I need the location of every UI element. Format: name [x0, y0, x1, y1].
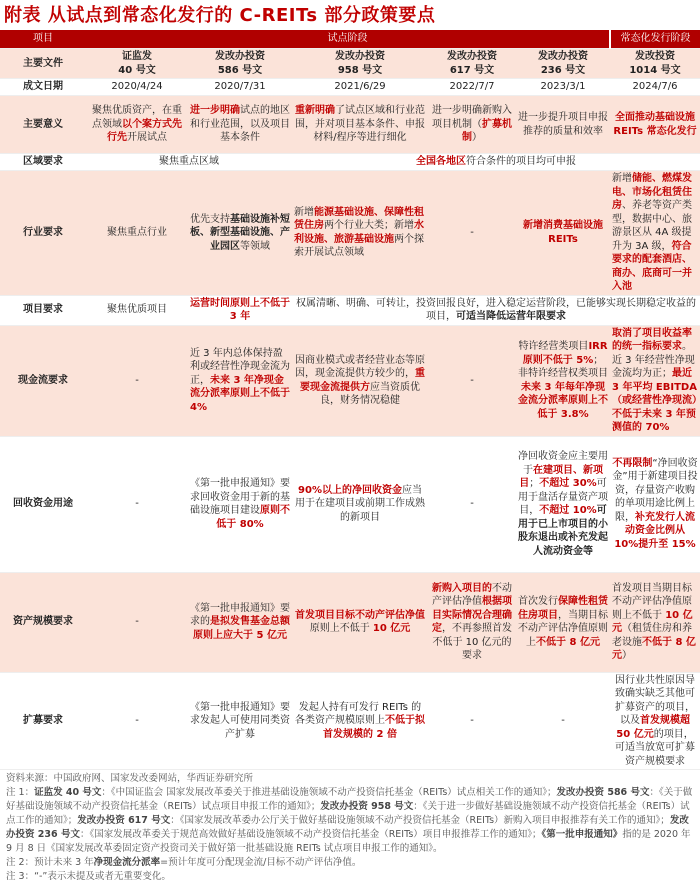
- cell-cashflow-5: 特许经营类项目IRR 原则不低于 5%；非特许经营权类项目未来 3 年每年净现金流分派率原则上不低于 3.8%: [516, 325, 610, 436]
- cell-project-3: 权属清晰、明确、可转让，投资回报良好，进入稳定运营阶段，已能够实现长期稳定收益的项目，可适当降低运营年限要求: [292, 295, 700, 325]
- cell-expand-2: 《第一批申报通知》要求发起人可使用同类资产扩募: [188, 672, 292, 770]
- row-label: 主要文件: [0, 49, 86, 79]
- cell-project-2: 运营时间原则上不低于 3 年: [188, 295, 292, 325]
- cell-scale-3: 首发项目目标不动产评估净值原则上不低于 10 亿元: [292, 572, 428, 672]
- cell-industry-5: 新增消费基础设施 REITs: [516, 171, 610, 296]
- cell-cashflow-6: 取消了项目收益率的统一指标要求。近 3 年经营性净现金流均为正；最近 3 年平均 EBITDA（或经营性净现流）不低于未来 3 年预测值的 70%: [610, 325, 700, 436]
- page-title: 附表 从试点到常态化发行的 C-REITs 部分政策要点: [4, 5, 436, 26]
- cell-proceeds-6: 不再限制“净回收资金”用于新建项目投资，存量资产收购的单项用途比例上限，补充发行人流动资金比例从 10%提升至 15%: [610, 436, 700, 572]
- cell-meaning-3: 重新明确了试点区域和行业范围，并对项目基本条件、申报材料/程序等进行细化: [292, 96, 428, 154]
- cell-date: 2021/6/29: [292, 79, 428, 96]
- cell-cashflow-3: 因商业模式或者经营业态等原因，现金流提供方较少的，重要现金流提供方应当资质优良，财务情况稳健: [292, 325, 428, 436]
- row-label: 回收资金用途: [0, 436, 86, 572]
- header-item: 项目: [0, 30, 86, 49]
- cell-cashflow-1: -: [86, 325, 188, 436]
- source-note: 资料来源：中国政府网、国家发改委网站，华西证券研究所: [6, 773, 254, 784]
- cell-scale-5: 首次发行保障性租赁住房项目，当期目标不动产评估净值原则上不低于 8 亿元: [516, 572, 610, 672]
- cell-proceeds-4: -: [428, 436, 516, 572]
- cell-date: 2022/7/7: [428, 79, 516, 96]
- row-asset-scale: [0, 572, 700, 672]
- row-label: 主要意义: [0, 96, 86, 154]
- row-label: 成文日期: [0, 79, 86, 96]
- cell-industry-4: -: [428, 171, 516, 296]
- row-label: 行业要求: [0, 171, 86, 296]
- cell-region-early: 聚焦重点区域: [86, 154, 292, 171]
- cell-expand-4: -: [428, 672, 516, 770]
- cell-industry-2: 优先支持基础设施补短板、新型基础设施、产业园区等领域: [188, 171, 292, 296]
- cell-cashflow-2: 近 3 年内总体保持盈利或经营性净现金流为正，未来 3 年净现金流分派率原则上不低于 4%: [188, 325, 292, 436]
- row-project: [0, 295, 700, 325]
- cell-scale-6: 首发项目当期目标不动产评估净值原则上不低于 10 亿元（租赁住房和养老设施不低于 8 亿元）: [610, 572, 700, 672]
- row-label: 现金流要求: [0, 325, 86, 436]
- cell-scale-2: 《第一批申报通知》要求的是拟发售基金总额原则上应大于 5 亿元: [188, 572, 292, 672]
- cell-expand-5: -: [516, 672, 610, 770]
- note-2: 注 2：预计未来 3 年净现金流分派率=预计年度可分配现金流/目标不动产评估净值。: [6, 857, 362, 868]
- cell-expand-3: 发起人持有可发行 REITs 的各类资产规模原则上不低于拟首发规模的 2 倍: [292, 672, 428, 770]
- note-3: 注 3：“-”表示未提及或者无重要变化。: [6, 871, 171, 882]
- row-industry: [0, 171, 700, 296]
- cell-date: 2020/4/24: [86, 79, 188, 96]
- cell-meaning-6: 全面推动基础设施 REITs 常态化发行: [610, 96, 700, 154]
- row-proceeds-use: [0, 436, 700, 572]
- cell-doc-1014: 发改投资 1014 号文: [610, 49, 700, 79]
- row-label: 区域要求: [0, 154, 86, 171]
- cell-cashflow-4: -: [428, 325, 516, 436]
- row-cashflow: [0, 325, 700, 436]
- footnotes: [0, 770, 700, 884]
- policy-table: [0, 30, 700, 770]
- row-expansion: [0, 672, 700, 770]
- cell-proceeds-5: 净回收资金应主要用于在建项目、新项目；不超过 30%可用于盘活存量资产项目，不超过 10%可用于已上市项目的小股东退出或补充发起人流动资金等: [516, 436, 610, 572]
- note-1: 注 1：证监发 40 号文：《中国证监会 国家发展改革委关于推进基础设施领域不动产投资信托基金（REITs）试点相关工作的通知》；发改办投资 586 号文：《关于做好基础设施领域不动产投资信托基金（REITs）试点项目申报工作的通知》；发改办投资 958 号文：《关于进一步做好基础设施领域不动产投资信托基金（REITs）试点工作的通知》；发改办投资 617 号文：《国家发展改革委办公厅关于做好基础设施领域不动产投资信托基金（REITs）新购入项目申报推荐有关工作的通知》；发改办投资 236 号文：《国家发展改革委关于规范高效做好基础设施领域不动产投资信托基金（REITs）项目申报推荐工作的通知》；《第一批申报通知》指的是 2020 年 9 月 8 日《国家发展改革委固定资产投资司关于做好第一批基础设施 REITs 试点项目申报工作的通知》。: [6, 787, 693, 854]
- cell-scale-4: 新购入项目的不动产评估净值根据项目实际情况合理确定，不再参照首发不低于 10 亿元的要求: [428, 572, 516, 672]
- row-label: 项目要求: [0, 295, 86, 325]
- cell-industry-3: 新增能源基础设施、保障性租赁住房两个行业大类；新增水利设施、旅游基础设施两个探索开展试点领域: [292, 171, 428, 296]
- cell-meaning-4: 进一步明确新购入项目机制（扩募机制）: [428, 96, 516, 154]
- header-pilot-stage: 试点阶段: [86, 30, 610, 49]
- row-significance: [0, 96, 700, 154]
- cell-region-later: 全国各地区符合条件的项目均可申报: [292, 154, 700, 171]
- cell-project-1: 聚焦优质项目: [86, 295, 188, 325]
- row-main-documents: [0, 49, 700, 79]
- cell-expand-6: 因行业共性原因导致确实缺乏其他可扩募资产的项目，以及首发规模超 50 亿元的项目，可适当放宽可扩募资产规模要求: [610, 672, 700, 770]
- row-date: [0, 79, 700, 96]
- cell-meaning-2: 进一步明确试点的地区和行业范围，以及项目基本条件: [188, 96, 292, 154]
- cell-industry-1: 聚焦重点行业: [86, 171, 188, 296]
- cell-date: 2023/3/1: [516, 79, 610, 96]
- row-label: 资产规模要求: [0, 572, 86, 672]
- cell-industry-6: 新增储能、燃煤发电、市场化租赁住房、养老等资产类型，数据中心、旅游景区从 4A 级提升为 3A 级，符合要求的配套酒店、商办、底商可一并入池: [610, 171, 700, 296]
- cell-scale-1: -: [86, 572, 188, 672]
- table-header-row: [0, 30, 700, 49]
- row-region: [0, 154, 700, 171]
- cell-proceeds-2: 《第一批申报通知》要求回收资金用于新的基础设施项目建设原则不低于 80%: [188, 436, 292, 572]
- cell-doc-617: 发改办投资 617 号文: [428, 49, 516, 79]
- cell-meaning-5: 进一步提升项目申报推荐的质量和效率: [516, 96, 610, 154]
- cell-doc-958: 发改办投资 958 号文: [292, 49, 428, 79]
- cell-meaning-1: 聚焦优质资产，在重点领域以个案方式先行先开展试点: [86, 96, 188, 154]
- cell-expand-1: -: [86, 672, 188, 770]
- cell-proceeds-1: -: [86, 436, 188, 572]
- cell-date: 2024/7/6: [610, 79, 700, 96]
- cell-doc-236: 发改办投资 236 号文: [516, 49, 610, 79]
- row-label: 扩募要求: [0, 672, 86, 770]
- cell-doc-csrc-40: 证监发 40 号文: [86, 49, 188, 79]
- cell-date: 2020/7/31: [188, 79, 292, 96]
- cell-doc-586: 发改办投资 586 号文: [188, 49, 292, 79]
- cell-proceeds-3: 90%以上的净回收资金应当用于在建项目或前期工作成熟的新项目: [292, 436, 428, 572]
- header-normal-stage: 常态化发行阶段: [610, 30, 700, 49]
